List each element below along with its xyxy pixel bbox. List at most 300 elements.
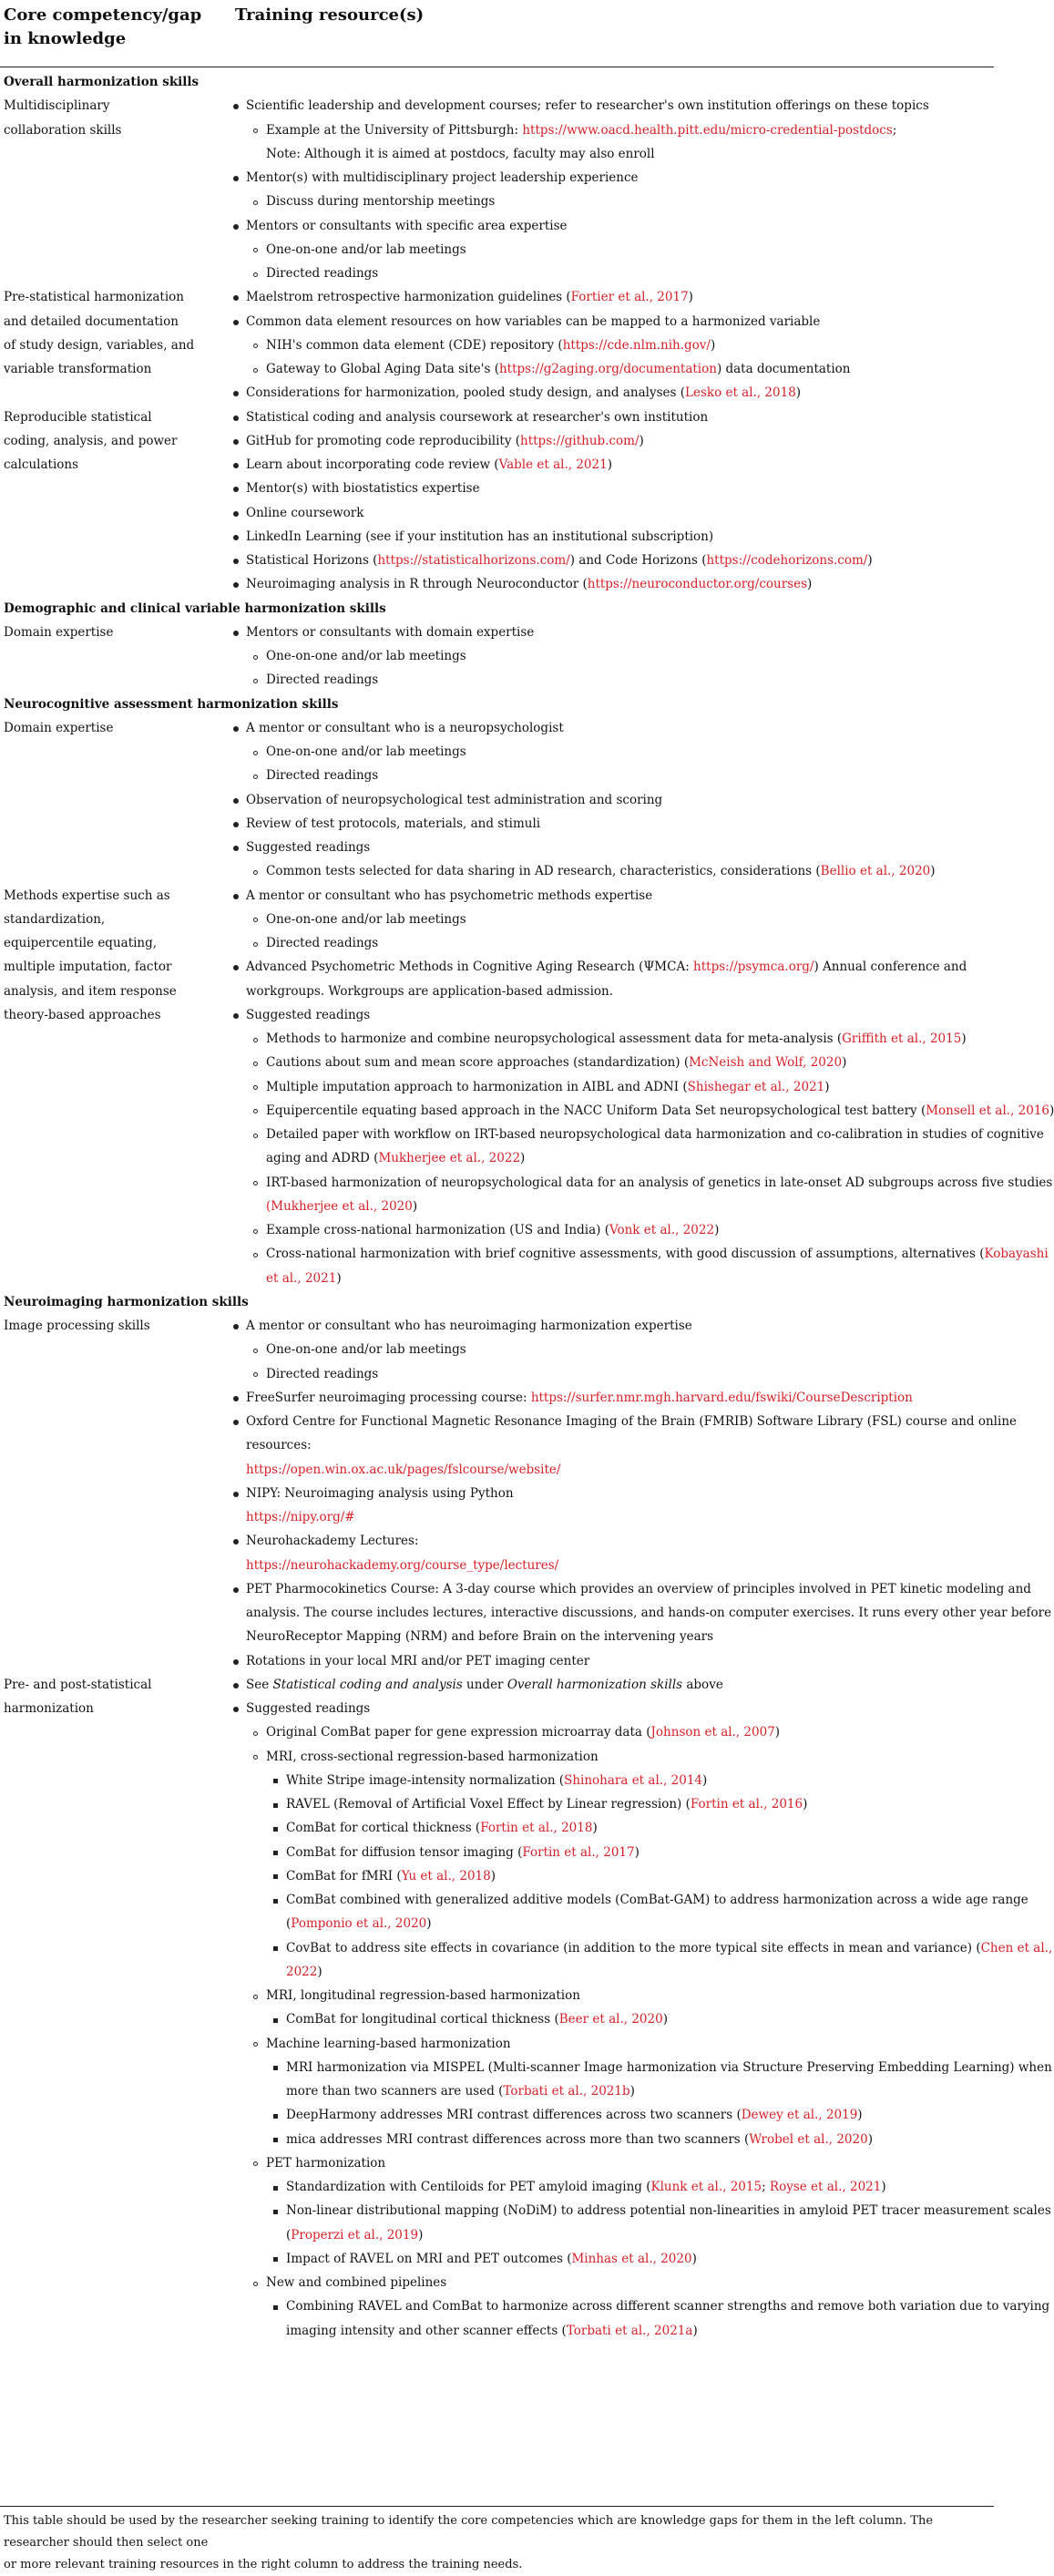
citation-link[interactable]: Torbati et al., 2021b — [503, 2084, 630, 2099]
text-run: Mentors or consultants with specific area expertise — [246, 218, 568, 233]
resource-line — [246, 1558, 558, 1574]
resource-line — [246, 1391, 913, 1406]
citation-link[interactable]: Griffith et al., 2015 — [842, 1031, 962, 1046]
resource-line — [266, 864, 936, 879]
text-run: New and combined pipelines — [266, 2275, 447, 2290]
citation-link[interactable]: https://www.oacd.health.pitt.edu/micro-credential-postdocs — [522, 122, 893, 138]
citation-link[interactable]: Fortin et al., 2016 — [690, 1797, 803, 1811]
resource-line — [286, 1941, 1052, 1956]
resource-line — [266, 649, 466, 664]
resource-line — [246, 1319, 692, 1334]
text-run: ) — [520, 1151, 526, 1166]
bullet-icon — [233, 965, 239, 970]
resource-line — [246, 1582, 1031, 1597]
text-run: ) — [867, 2131, 873, 2147]
text-run: ) — [961, 1031, 967, 1046]
text-run: ) — [930, 864, 936, 879]
citation-link[interactable]: Johnson et al., 2007 — [650, 1725, 775, 1740]
text-run: Common data element resources on how variables can be mapped to a harmonized variable — [246, 313, 821, 329]
citation-link[interactable]: Lesko et al., 2018 — [685, 385, 796, 401]
resource-line — [246, 577, 812, 592]
text-run: ) — [426, 1916, 432, 1932]
resource-line — [286, 2084, 635, 2099]
bullet-icon — [233, 798, 239, 804]
resource-line — [246, 481, 480, 497]
competency-label: Multidisciplinary — [4, 98, 110, 114]
text-run: under — [462, 1677, 507, 1692]
resource-line — [246, 219, 568, 234]
citation-link[interactable]: Shinohara et al., 2014 — [564, 1772, 702, 1788]
competency-label: Domain expertise — [4, 624, 114, 640]
competency-label: variable transformation — [4, 362, 152, 376]
citation-link[interactable]: Mukherjee et al., 2022 — [378, 1151, 521, 1166]
text-run: analysis. The course includes lectures, interactive discussions, and hands-on computer exercises. It runs every other year before — [246, 1606, 1052, 1620]
text-run: Directed readings — [266, 936, 379, 950]
citation-link[interactable]: Torbati et al., 2021a — [566, 2323, 693, 2338]
citation-link[interactable]: Wrobel et al., 2020 — [749, 2131, 868, 2147]
circle-bullet-icon — [253, 1181, 258, 1185]
bullet-icon — [233, 1707, 239, 1712]
text-run: ) — [824, 1079, 830, 1094]
competency-label: Methods expertise such as — [4, 888, 170, 903]
text-run: ) and Code Horizons ( — [569, 553, 707, 568]
text-run: PET harmonization — [266, 2155, 386, 2171]
text-run: Gateway to Global Aging Data site's ( — [266, 362, 499, 376]
resource-line — [246, 1438, 312, 1453]
resource-line — [266, 1055, 846, 1071]
text-run: CovBat to address site effects in covariance (in addition to the more typical site effects in mean and variance) ( — [286, 1940, 981, 1955]
citation-link[interactable]: Chen et al., — [980, 1940, 1053, 1955]
text-run: ) data documentation — [716, 362, 851, 376]
resource-line — [286, 2180, 886, 2195]
text-run: ) — [710, 337, 716, 353]
square-bullet-icon — [273, 2066, 278, 2070]
resource-line — [266, 768, 378, 784]
resource-line — [246, 410, 708, 426]
resource-line — [246, 1654, 589, 1669]
resource-line — [286, 1773, 707, 1789]
citation-link[interactable]: Fortin et al., 2017 — [522, 1844, 635, 1860]
text-run: Online coursework — [246, 505, 364, 520]
citation-link[interactable]: https://statisticalhorizons.com/ — [377, 553, 570, 568]
text-run: mica addresses MRI contrast differences across more than two scanners ( — [286, 2131, 750, 2147]
text-run: imaging intensity and other scanner effects ( — [286, 2323, 567, 2338]
bullet-icon — [233, 822, 239, 827]
circle-bullet-icon — [253, 1349, 258, 1353]
resource-line — [246, 553, 873, 569]
text-run: Mentor(s) with multidisciplinary project leadership experience — [246, 170, 639, 185]
text-run: PET Pharmocokinetics Course: A 3-day course which provides an overview of principles involved in PET kinetic modeling and — [246, 1581, 1031, 1596]
text-run: DeepHarmony addresses MRI contrast differences across two scanners ( — [286, 2108, 742, 2123]
text-run: Learn about incorporating code review ( — [246, 457, 499, 472]
bullet-icon — [233, 511, 239, 517]
text-run: Rotations in your local MRI and/or PET imaging center — [246, 1653, 590, 1668]
resource-line — [246, 1008, 370, 1023]
circle-bullet-icon — [253, 1134, 258, 1138]
resource-line — [266, 242, 466, 258]
bullet-icon — [233, 535, 239, 540]
resource-line — [246, 290, 693, 305]
text-run: ) — [795, 385, 802, 401]
citation-link[interactable]: https://cde.nlm.nih.gov/ — [562, 337, 711, 353]
text-run: ) — [629, 2084, 635, 2099]
bullet-icon — [233, 1492, 239, 1497]
text-run: Methods to harmonize and combine neuropsychological assessment data for meta-analysis ( — [266, 1031, 843, 1046]
text-run: Common tests selected for data sharing in AD research, characteristics, considerations ( — [266, 864, 821, 879]
resource-line — [266, 266, 378, 282]
resource-line — [266, 912, 466, 928]
citation-link[interactable]: Royse et al., 2021 — [769, 2180, 882, 2194]
competency-label: analysis, and item response — [4, 983, 177, 999]
square-bullet-icon — [273, 1899, 278, 1904]
square-bullet-icon — [273, 2114, 278, 2119]
text-run: ) — [691, 2251, 697, 2266]
circle-bullet-icon — [253, 200, 258, 205]
text-run: ) — [662, 2012, 668, 2027]
square-bullet-icon — [273, 1851, 278, 1855]
text-run: ) — [714, 1223, 720, 1237]
resource-line — [266, 2037, 511, 2052]
text-run: Observation of neuropsychological test administration and scoring — [246, 792, 663, 807]
text-run: Oxford Centre for Functional Magnetic Resonance Imaging of the Brain (FMRIB) Software Library (FSL) course and online — [246, 1414, 1017, 1429]
bullet-icon — [233, 295, 239, 301]
resource-line — [286, 1845, 640, 1861]
resource-line — [266, 1031, 967, 1047]
resource-line — [266, 1750, 599, 1765]
text-run: Cross-national harmonization with brief cognitive assessments, with good discussion of assumptions, alternatives ( — [266, 1247, 985, 1262]
text-run: Advanced Psychometric Methods in Cognitive Aging Research (ΨMCA: — [246, 960, 694, 975]
resource-line — [286, 2012, 668, 2027]
resource-line — [266, 1199, 417, 1215]
resource-line — [246, 1414, 1017, 1430]
resource-line — [286, 1965, 322, 1980]
resource-line — [246, 385, 801, 401]
bullet-icon — [233, 582, 239, 588]
circle-bullet-icon — [253, 1755, 258, 1760]
circle-bullet-icon — [253, 344, 258, 348]
text-run: Considerations for harmonization, pooled study design, and analyses ( — [246, 385, 685, 401]
resource-line — [246, 984, 613, 1000]
text-run: ) — [607, 457, 612, 472]
text-run: ComBat for cortical thickness ( — [286, 1821, 481, 1836]
text-run: Note: Although it is aimed at postdocs, faculty may also enroll — [266, 146, 655, 161]
citation-link[interactable]: Beer et al., 2020 — [558, 2012, 663, 2027]
text-run: resources: — [246, 1438, 312, 1453]
citation-link[interactable]: et al., 2021 — [266, 1270, 337, 1286]
resource-line — [246, 506, 363, 521]
square-bullet-icon — [273, 2257, 278, 2262]
citation-link[interactable]: Pomponio et al., 2020 — [291, 1916, 427, 1932]
text-run: Statistical Horizons ( — [246, 553, 378, 568]
citation-link[interactable]: McNeish and Wolf, 2020 — [689, 1055, 843, 1071]
resource-line — [246, 457, 612, 473]
text-run: ) — [688, 290, 693, 305]
bullet-icon — [233, 894, 239, 899]
text-run: Scientific leadership and development courses; refer to researcher's own institution offerings on these topics — [246, 98, 929, 114]
citation-link[interactable]: Fortier et al., 2017 — [570, 290, 689, 305]
circle-bullet-icon — [253, 775, 258, 779]
text-run: ) — [336, 1270, 342, 1286]
text-run: ) — [803, 1797, 808, 1811]
text-run: ComBat for fMRI ( — [286, 1868, 402, 1883]
resource-line — [246, 98, 929, 114]
text-run: White Stripe image-intensity normalization ( — [286, 1772, 565, 1788]
footnote-line-2: or more relevant training resources in the right column to address the training needs. — [4, 2558, 523, 2571]
header-training-resources: Training resource(s) — [235, 5, 425, 25]
competency-label: multiple imputation, factor — [4, 960, 172, 975]
text-run: ) — [634, 1844, 640, 1860]
bullet-icon — [233, 559, 239, 564]
resource-line — [246, 1510, 355, 1525]
section-heading: Neurocognitive assessment harmonization skills — [4, 696, 339, 712]
text-run: Mentors or consultants with domain expertise — [246, 624, 535, 640]
text-run: ( — [286, 2227, 292, 2242]
text-run: more than two scanners are used ( — [286, 2084, 504, 2099]
square-bullet-icon — [273, 2186, 278, 2191]
square-bullet-icon — [273, 1803, 278, 1808]
text-run: See — [246, 1677, 273, 1692]
header-core-competency — [4, 4, 201, 51]
header-core-competency-line1: Core competency/gap — [4, 5, 202, 25]
resource-line — [266, 1342, 466, 1358]
square-bullet-icon — [273, 1946, 278, 1951]
circle-bullet-icon — [253, 1038, 258, 1042]
text-run: Machine learning-based harmonization — [266, 2036, 511, 2051]
section-heading: Demographic and clinical variable harmonization skills — [4, 600, 386, 616]
text-run: ) — [702, 1772, 708, 1788]
text-run: One-on-one and/or lab meetings — [266, 911, 466, 927]
resource-line — [286, 2299, 1049, 2314]
resource-line — [266, 1988, 580, 2004]
citation-link[interactable]: Dewey et al., 2019 — [741, 2108, 858, 2123]
competency-label: Pre- and post-statistical — [4, 1677, 152, 1692]
citation-link[interactable]: https://g2aging.org/documentation — [498, 362, 717, 376]
text-run: ) — [1049, 1103, 1054, 1118]
text-run: Example at the University of Pittsburgh: — [266, 122, 523, 138]
text-run: Example cross-national harmonization (US and India) ( — [266, 1223, 609, 1237]
circle-bullet-icon — [253, 942, 258, 947]
resource-line — [246, 840, 370, 856]
text-run: RAVEL (Removal of Artificial Voxel Effect by Linear regression) ( — [286, 1797, 691, 1811]
text-run: A mentor or consultant who is a neuropsychologist — [246, 720, 564, 735]
text-run: ) — [842, 1055, 847, 1071]
bullet-icon — [233, 1013, 239, 1019]
resource-line — [266, 123, 896, 139]
resource-line — [266, 1151, 525, 1166]
text-run: MRI harmonization via MISPEL (Multi-scanner Image harmonization via Structure Preserving Embedding Learning) when — [286, 2059, 1052, 2075]
citation-link[interactable]: Minhas et al., 2020 — [571, 2251, 692, 2266]
text-run: ComBat combined with generalized additive models (ComBat-GAM) to address harmonization across a wide age range — [286, 1893, 1028, 1907]
citation-link[interactable]: https://surfer.nmr.mgh.harvard.edu/fswiki/CourseDescription — [530, 1390, 913, 1405]
citation-link[interactable]: Kobayashi — [984, 1247, 1049, 1262]
text-run: ) — [774, 1725, 781, 1740]
citation-link[interactable]: https://nipy.org/# — [246, 1510, 355, 1524]
text-run: FreeSurfer neuroimaging processing course: — [246, 1390, 531, 1405]
resource-line — [266, 672, 378, 688]
competency-label: Image processing skills — [4, 1319, 150, 1333]
bullet-icon — [233, 726, 239, 732]
text-run: NIPY: Neuroimaging analysis using Python — [246, 1485, 514, 1501]
bullet-icon — [233, 176, 239, 181]
citation-link[interactable]: Vable et al., 2021 — [498, 457, 608, 472]
citation-link[interactable]: Bellio et al., 2020 — [820, 864, 931, 879]
text-run: One-on-one and/or lab meetings — [266, 1342, 466, 1358]
resource-line — [266, 936, 378, 951]
citation-link[interactable]: Properzi et al., 2019 — [291, 2227, 419, 2242]
text-run: Directed readings — [266, 768, 379, 784]
circle-bullet-icon — [253, 1995, 258, 1999]
text-run: ) — [857, 2108, 863, 2123]
text-run: Maelstrom retrospective harmonization guidelines ( — [246, 290, 571, 305]
bullet-icon — [233, 1420, 239, 1425]
text-run: ) — [592, 1821, 598, 1836]
resource-line — [246, 1534, 419, 1549]
resource-line — [286, 2132, 873, 2148]
text-run: Directed readings — [266, 672, 379, 688]
text-run: Suggested readings — [246, 1007, 371, 1022]
text-run: One-on-one and/or lab meetings — [266, 241, 466, 257]
citation-link[interactable]: https://psymca.org/ — [693, 960, 814, 975]
resource-line — [266, 194, 495, 210]
resource-line — [266, 147, 655, 162]
resource-line — [246, 170, 639, 186]
circle-bullet-icon — [253, 1372, 258, 1377]
bullet-icon — [233, 224, 239, 230]
circle-bullet-icon — [253, 2282, 258, 2286]
citation-link[interactable]: https://neurohackademy.org/course_type/lectures/ — [246, 1557, 559, 1573]
bullet-icon — [233, 1396, 239, 1401]
text-run: ) — [807, 577, 813, 592]
square-bullet-icon — [273, 1779, 278, 1783]
bullet-icon — [233, 320, 239, 325]
text-run: IRT-based harmonization of neuropsychological data for an analysis of genetics in late-onset AD subgroups across five studies — [266, 1175, 1053, 1190]
text-run: A mentor or consultant who has psychometric methods expertise — [246, 888, 653, 903]
competency-label: Domain expertise — [4, 720, 114, 735]
text-run: ) — [412, 1198, 418, 1214]
circle-bullet-icon — [253, 751, 258, 755]
text-run: ; — [892, 122, 897, 138]
text-run: Suggested readings — [246, 840, 371, 855]
resource-line — [246, 314, 820, 330]
text-run: Review of test protocols, materials, and stimuli — [246, 816, 541, 831]
citation-link[interactable]: Shishegar et al., 2021 — [687, 1079, 825, 1094]
text-run: ComBat for diffusion tensor imaging ( — [286, 1844, 523, 1860]
bullet-icon — [233, 1539, 239, 1545]
citation-link[interactable]: Fortin et al., 2018 — [480, 1821, 593, 1836]
citation-link[interactable]: Yu et al., 2018 — [401, 1868, 491, 1883]
citation-link[interactable]: Klunk et al., 2015 — [650, 2180, 762, 2194]
text-run: ) Annual conference and — [814, 960, 967, 975]
section-heading: Overall harmonization skills — [4, 75, 200, 89]
text-run: Non-linear distributional mapping (NoDiM) to address potential non-linearities in amyloid PET tracer measurement scales — [286, 2203, 1051, 2219]
footnote-line-1: This table should be used by the researcher seeking training to identify the core competencies which are knowledge gaps for them in the left column. The researcher should then select one — [4, 2514, 934, 2550]
text-run: A mentor or consultant who has neuroimaging harmonization expertise — [246, 1319, 692, 1333]
footer-rule — [0, 2506, 994, 2507]
text-run: One-on-one and/or lab meetings — [266, 649, 466, 663]
resource-line — [286, 1916, 432, 1932]
resource-line — [266, 362, 851, 377]
text-run: GitHub for promoting code reproducibility ( — [246, 433, 521, 448]
resource-line — [286, 2252, 697, 2267]
resource-line — [266, 1127, 1044, 1143]
bullet-icon — [233, 487, 239, 492]
circle-bullet-icon — [253, 248, 258, 252]
circle-bullet-icon — [253, 1253, 258, 1257]
resource-line — [246, 888, 652, 904]
citation-link[interactable]: https://open.win.ox.ac.uk/pages/fslcourse/website/ — [246, 1462, 561, 1477]
text-run: Combining RAVEL and ComBat to harmonize across different scanner strengths and remove both variation due to varying — [286, 2299, 1050, 2314]
resource-line — [286, 1821, 598, 1836]
text-run: Neuroimaging analysis in R through Neuroconductor ( — [246, 577, 588, 592]
text-run: Standardization with Centiloids for PET amyloid imaging ( — [286, 2180, 651, 2194]
text-run: MRI, longitudinal regression-based harmonization — [266, 1988, 580, 2003]
citation-link[interactable]: (Mukherjee et al., 2020 — [266, 1198, 413, 1214]
resource-line — [246, 721, 564, 736]
circle-bullet-icon — [253, 272, 258, 277]
text-run: Directed readings — [266, 1366, 379, 1381]
circle-bullet-icon — [253, 2042, 258, 2047]
citation-link[interactable]: https://github.com/ — [520, 433, 640, 448]
resource-line — [286, 2324, 698, 2339]
resource-line — [286, 2108, 863, 2123]
text-run: workgroups. Workgroups are application-based admission. — [246, 983, 614, 999]
text-run: Multiple imputation approach to harmonization in AIBL and ADNI ( — [266, 1079, 688, 1094]
text-run: aging and ADRD ( — [266, 1151, 379, 1166]
competency-label: coding, analysis, and power — [4, 433, 178, 448]
resource-line — [286, 2203, 1051, 2219]
text-run: ComBat for longitudinal cortical thickness ( — [286, 2012, 559, 2027]
text-run: ) — [490, 1868, 496, 1883]
resource-line — [266, 338, 715, 354]
resource-line — [266, 1080, 830, 1095]
competency-label: Pre-statistical harmonization — [4, 290, 184, 305]
citation-link[interactable]: 2022 — [286, 1964, 318, 1979]
resource-line — [246, 793, 662, 808]
resource-line — [246, 625, 534, 641]
text-run: Mentor(s) with biostatistics expertise — [246, 481, 480, 497]
citation-link[interactable]: Monsell et al., 2016 — [926, 1103, 1050, 1118]
citation-link[interactable]: https://neuroconductor.org/courses — [587, 577, 808, 592]
citation-link[interactable]: Vonk et al., 2022 — [609, 1223, 715, 1237]
circle-bullet-icon — [253, 655, 258, 660]
resource-line — [246, 960, 967, 975]
resource-line — [266, 1367, 378, 1382]
competency-label: Reproducible statistical — [4, 409, 152, 425]
resource-line — [246, 1701, 370, 1717]
circle-bullet-icon — [253, 2161, 258, 2166]
text-run: ) — [881, 2180, 886, 2194]
circle-bullet-icon — [253, 368, 258, 373]
text-run: Detailed paper with workflow on IRT-based neuropsychological data harmonization and co-calibration in studies of cognitive — [266, 1127, 1044, 1142]
bullet-icon — [233, 1659, 239, 1665]
resource-line — [266, 1103, 1054, 1119]
resource-line — [266, 744, 466, 760]
citation-link[interactable]: https://codehorizons.com/ — [706, 553, 868, 568]
text-run: above — [682, 1677, 723, 1692]
text-run: ) — [418, 2227, 424, 2242]
bullet-icon — [233, 416, 239, 421]
square-bullet-icon — [273, 2210, 278, 2214]
resource-line — [246, 529, 713, 545]
text-run: NeuroReceptor Mapping (NRM) and before Brain on the intervening years — [246, 1629, 714, 1645]
resource-line — [246, 1678, 723, 1693]
circle-bullet-icon — [253, 1085, 258, 1090]
resource-line — [266, 2275, 446, 2291]
circle-bullet-icon — [253, 1062, 258, 1066]
text-run: LinkedIn Learning (see if your institution has an institutional subscription) — [246, 529, 714, 544]
square-bullet-icon — [273, 1827, 278, 1832]
italic-text: Statistical coding and analysis — [272, 1677, 463, 1692]
